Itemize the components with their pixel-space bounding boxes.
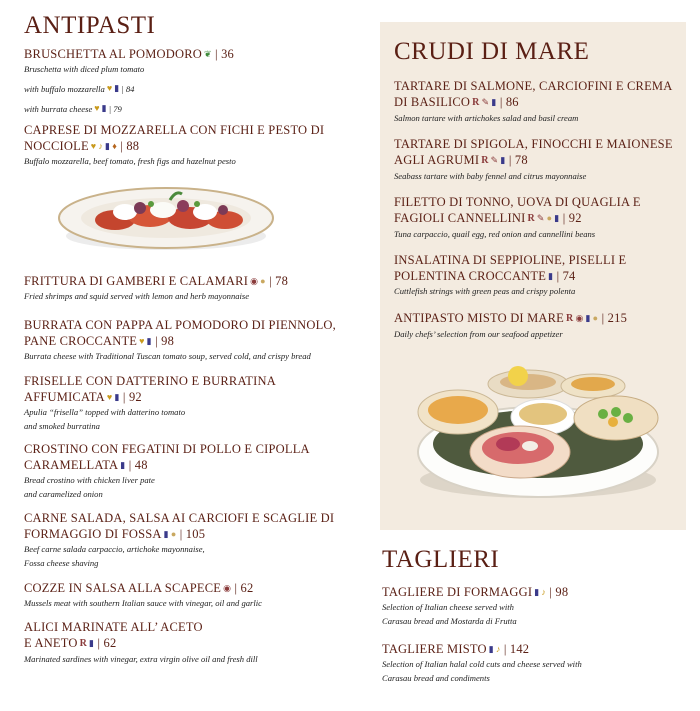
- item-desc: Burrata cheese with Traditional Tuscan tomato soup, served cold, and crispy bread: [24, 351, 311, 361]
- item-name: NOCCIOLE: [24, 139, 89, 153]
- egg-icon: ●: [170, 529, 177, 539]
- item-price: | 62: [234, 581, 254, 595]
- item-price: | 62: [97, 636, 117, 650]
- item-desc: Cuttlefish strings with green peas and crispy polenta: [394, 286, 576, 296]
- bottle-icon: ▮: [89, 638, 95, 648]
- item-price: | 78: [508, 153, 528, 167]
- item-price: | 98: [155, 334, 175, 348]
- bottle-icon: ▮: [114, 83, 120, 93]
- item-extra-price: | 84: [121, 84, 135, 94]
- menu-item: [382, 584, 682, 628]
- item-name: E ANETO: [24, 636, 78, 650]
- dairy-icon: ♥: [139, 336, 145, 346]
- bottle-icon: ▮: [534, 587, 540, 597]
- item-name: AFFUMICATA: [24, 390, 105, 404]
- bottle-icon: ▮: [120, 460, 126, 470]
- bottle-icon: ▮: [101, 103, 107, 113]
- item-price: | 48: [128, 458, 148, 472]
- item-name: ALICI MARINATE ALL’ ACETO: [24, 620, 203, 634]
- crudi-title: CRUDI DI MARE: [394, 38, 590, 65]
- item-name: CAPRESE DI MOZZARELLA CON FICHI E PESTO DI: [24, 123, 325, 137]
- crudi-section: [380, 22, 686, 530]
- dairy-icon: ♥: [94, 103, 100, 113]
- item-desc: Bread crostino with chicken liver pate: [24, 475, 155, 485]
- menu-item: [24, 373, 354, 433]
- item-desc: Bruschetta with diced plum tomato: [24, 64, 145, 74]
- menu-item: [382, 641, 682, 685]
- item-name: TAGLIERE DI FORMAGGI: [382, 585, 533, 599]
- item-name: CARAMELLATA: [24, 458, 119, 472]
- item-extra: with buffalo mozzarella: [24, 84, 105, 94]
- item-name: TAGLIERE MISTO: [382, 642, 487, 656]
- menu-item: [24, 619, 354, 666]
- shellfish-icon: ◉: [575, 313, 584, 323]
- antipasti-title: ANTIPASTI: [24, 12, 156, 39]
- item-name: FRISELLE CON DATTERINO E BURRATINA: [24, 374, 276, 388]
- item-price: | 92: [122, 390, 142, 404]
- item-name: POLENTINA CROCCANTE: [394, 269, 547, 283]
- shellfish-icon: ✎: [536, 213, 545, 223]
- wheat-icon: ♪: [541, 587, 547, 597]
- item-price: | 98: [549, 585, 569, 599]
- item-desc: Tuna carpaccio, quail egg, red onion and cannellini beans: [394, 229, 596, 239]
- menu-item: [24, 510, 354, 570]
- egg-icon: ●: [260, 276, 266, 286]
- item-desc: Apulia “frisella” topped with datterino tomato: [24, 407, 186, 417]
- item-desc: Marinated sardines with vinegar, extra virgin olive oil and fresh dill: [24, 654, 258, 664]
- menu-item: [24, 580, 354, 610]
- item-name: BURRATA CON PAPPA AL POMODORO DI PIENNOLO,: [24, 318, 336, 332]
- bottle-icon: ▮: [163, 529, 169, 539]
- item-desc: Selection of Italian cheese served with: [382, 602, 514, 612]
- item-name: AGLI AGRUMI: [394, 153, 480, 167]
- menu-item: [24, 441, 354, 501]
- item-desc: and smoked burratina: [24, 421, 100, 431]
- item-desc: Seabass tartare with baby fennel and citrus mayonnaise: [394, 171, 587, 181]
- item-name: BRUSCHETTA AL POMODORO: [24, 47, 202, 61]
- shellfish-icon: ◉: [250, 276, 259, 286]
- bottle-icon: ▮: [491, 97, 497, 107]
- shellfish-icon: ✎: [481, 97, 490, 107]
- menu-item: [24, 273, 354, 303]
- caprese-plate-image: [55, 178, 277, 258]
- item-name: INSALATINA DI SEPPIOLINE, PISELLI E: [394, 253, 627, 267]
- item-price: | 105: [179, 527, 206, 541]
- menu-item: [394, 252, 679, 298]
- item-name: FILETTO DI TONNO, UOVA DI QUAGLIA E: [394, 195, 641, 209]
- bottle-icon: ▮: [488, 644, 494, 654]
- item-desc: Buffalo mozzarella, beef tomato, fresh figs and hazelnut pesto: [24, 156, 236, 166]
- fish-icon: R: [527, 213, 535, 224]
- nut-icon: ♦: [112, 141, 117, 151]
- menu-item: [394, 194, 679, 241]
- bottle-icon: ▮: [548, 271, 554, 281]
- item-name: TARTARE DI SPIGOLA, FINOCCHI E MAIONESE: [394, 137, 673, 151]
- item-desc: Selection of Italian halal cold cuts and cheese served with: [382, 659, 582, 669]
- item-desc: Daily chefs’ selection from our seafood appetizer: [394, 329, 563, 339]
- item-desc: Beef carne salada carpaccio, artichoke mayonnaise,: [24, 544, 205, 554]
- shellfish-icon: ✎: [490, 155, 499, 165]
- item-desc: Carasau bread and Mostarda di Frutta: [382, 616, 517, 626]
- fish-icon: R: [566, 313, 574, 324]
- item-desc: Salmon tartare with artichokes salad and basil cream: [394, 113, 579, 123]
- item-name: TARTARE DI SALMONE, CARCIOFINI E CREMA: [394, 79, 673, 93]
- item-extra-price: | 79: [108, 104, 122, 114]
- item-desc: Mussels meat with southern Italian sauce with vinegar, oil and garlic: [24, 598, 262, 608]
- bottle-icon: ▮: [554, 213, 560, 223]
- bottle-icon: ▮: [585, 313, 591, 323]
- bottle-icon: ▮: [114, 392, 120, 402]
- menu-item: [24, 317, 354, 363]
- item-price: | 86: [499, 95, 519, 109]
- item-price: | 142: [503, 642, 530, 656]
- item-extra: with burrata cheese: [24, 104, 93, 114]
- dairy-icon: ♥: [106, 83, 113, 93]
- item-price: | 78: [269, 274, 289, 288]
- shellfish-icon: ◉: [223, 583, 232, 593]
- menu-item: [24, 46, 354, 116]
- dairy-icon: ♥: [106, 392, 113, 402]
- item-price: | 74: [556, 269, 576, 283]
- item-desc: Carasau bread and condiments: [382, 673, 490, 683]
- item-name: FRITTURA DI GAMBERI E CALAMARI: [24, 274, 249, 288]
- menu-item: [394, 78, 679, 125]
- item-name: CARNE SALADA, SALSA AI CARCIOFI E SCAGLIE DI: [24, 511, 335, 525]
- item-name: DI BASILICO: [394, 95, 471, 109]
- item-name: ANTIPASTO MISTO DI MARE: [394, 311, 565, 325]
- item-name: CROSTINO CON FEGATINI DI POLLO E CIPOLLA: [24, 442, 310, 456]
- wheat-icon: ♪: [495, 644, 501, 654]
- item-name: FORMAGGIO DI FOSSA: [24, 527, 162, 541]
- fish-icon: R: [472, 97, 480, 108]
- item-desc: and caramelized onion: [24, 489, 103, 499]
- item-desc: Fossa cheese shaving: [24, 558, 99, 568]
- seafood-platter-image: [398, 362, 678, 504]
- menu-item: [24, 122, 354, 168]
- item-price: | 36: [215, 47, 234, 61]
- item-name: FAGIOLI CANNELLINI: [394, 211, 526, 225]
- item-desc: Fried shrimps and squid served with lemon and herb mayonnaise: [24, 291, 250, 301]
- menu-item: [394, 136, 679, 183]
- dairy-icon: ♥: [90, 141, 97, 151]
- wheat-icon: ♪: [98, 141, 104, 151]
- item-price: | 92: [562, 211, 582, 225]
- bottle-icon: ▮: [500, 155, 506, 165]
- item-name: COZZE IN SALSA ALLA SCAPECE: [24, 581, 222, 595]
- egg-icon: ●: [592, 313, 599, 323]
- menu-item: [394, 310, 679, 341]
- bottle-icon: ▮: [146, 336, 152, 346]
- item-price: | 215: [601, 311, 628, 325]
- item-price: | 88: [120, 139, 140, 153]
- egg-icon: ●: [546, 213, 553, 223]
- taglieri-title: TAGLIERI: [382, 546, 500, 573]
- fish-icon: R: [481, 155, 489, 166]
- item-name: PANE CROCCANTE: [24, 334, 138, 348]
- bottle-icon: ▮: [105, 141, 111, 151]
- fish-icon: R: [79, 638, 88, 649]
- vegetarian-icon: ❦: [203, 49, 212, 59]
